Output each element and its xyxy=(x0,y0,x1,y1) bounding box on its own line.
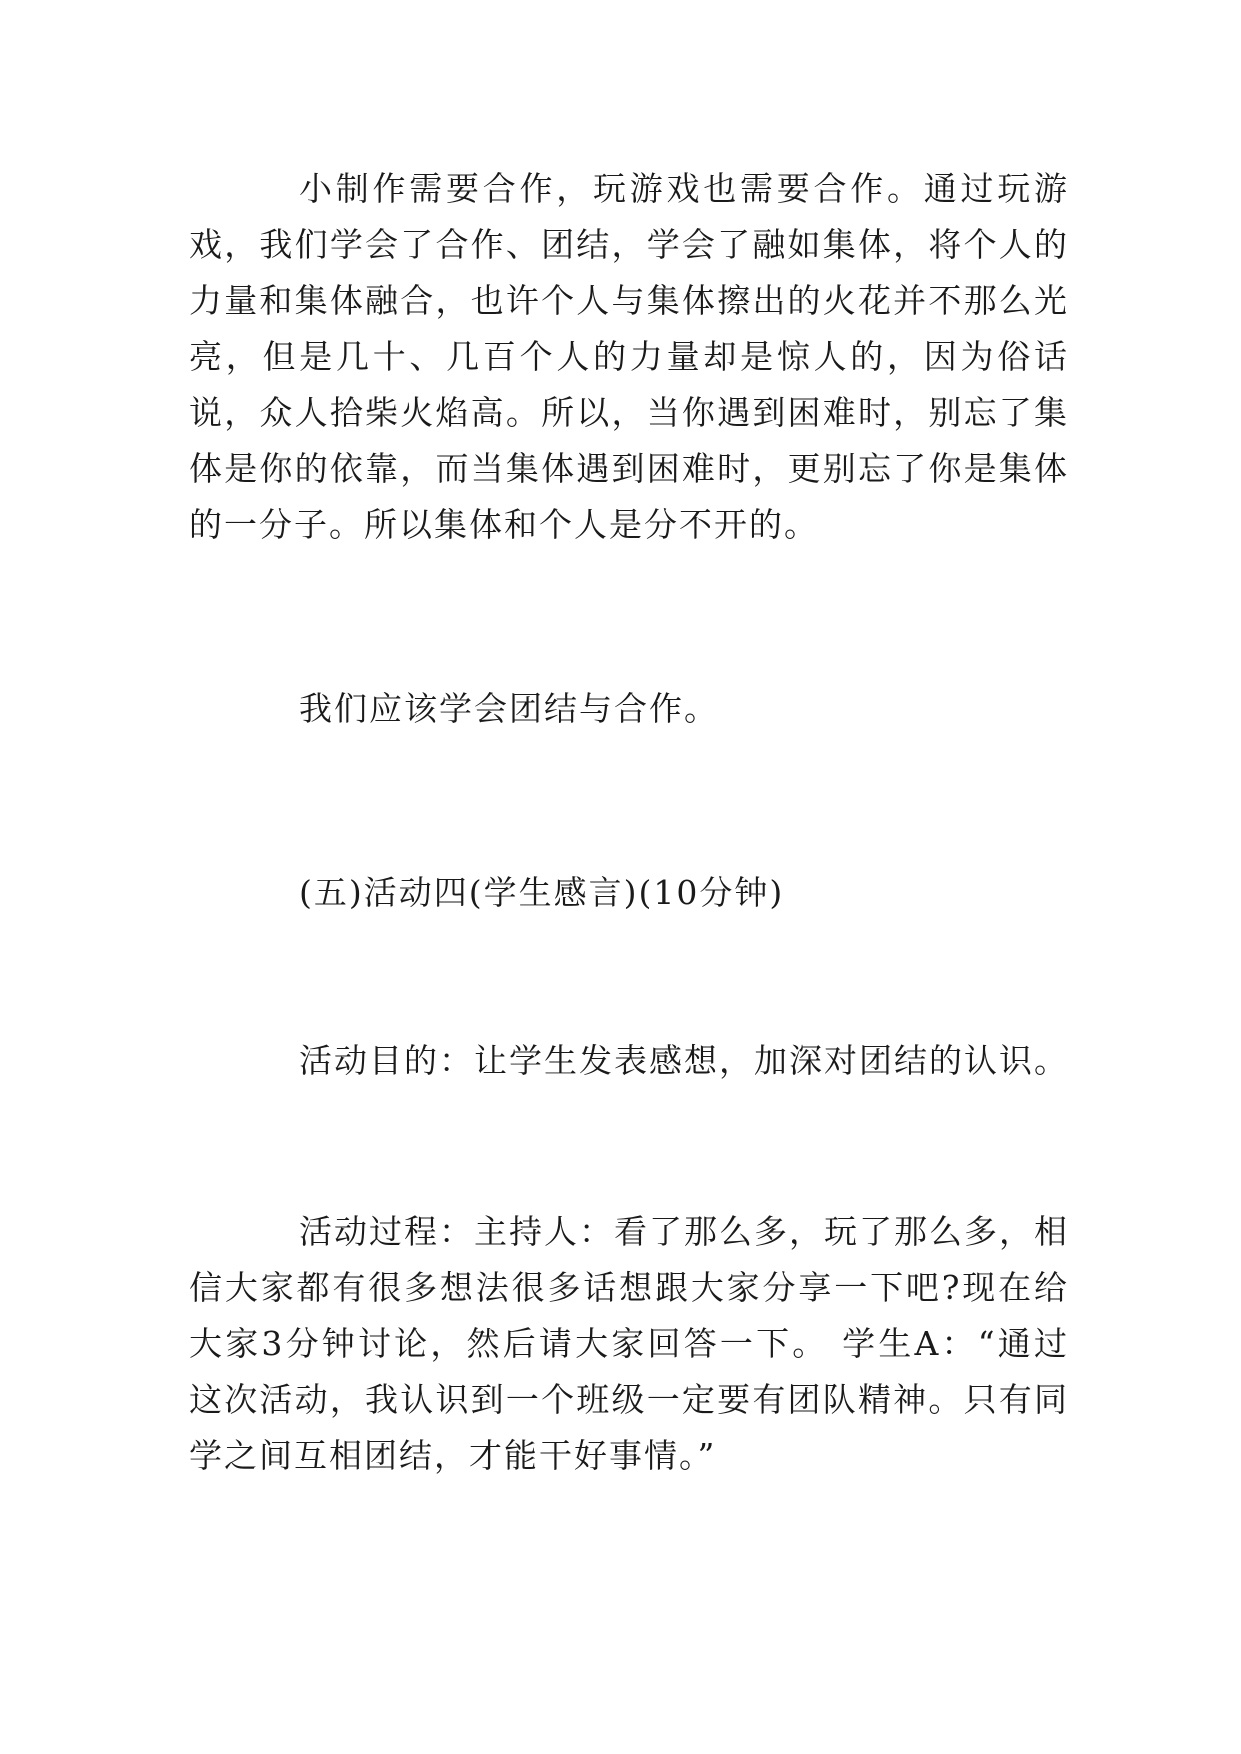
paragraph-activity-process: 活动过程：主持人：看了那么多，玩了那么多，相信大家都有很多想法很多话想跟大家分享一下吧?现在给大家3分钟讨论，然后请大家回答一下。 学生A：“通过这次活动，我认识到一个班级一定要有团队精神。只有同学之间互相团结，才能干好事情。” xyxy=(189,1212,1070,1475)
section-heading-activity-four: (五)活动四(学生感言)(10分钟) xyxy=(299,873,785,912)
paragraph-learn-unity: 我们应该学会团结与合作。 xyxy=(299,689,719,728)
paragraph-cooperation-summary: 小制作需要合作，玩游戏也需要合作。通过玩游戏，我们学会了合作、团结，学会了融如集体，将个人的力量和集体融合，也许个人与集体擦出的火花并不那么光亮，但是几十、几百个人的力量却是惊人的，因为俗话说，众人拾柴火焰高。所以，当你遇到困难时，别忘了集体是你的依靠，而当集体遇到困难时，更别忘了你是集体的一分子。所以集体和个人是分不开的。 xyxy=(189,169,1069,544)
paragraph-activity-purpose: 活动目的：让学生发表感想，加深对团结的认识。 xyxy=(299,1041,1069,1080)
